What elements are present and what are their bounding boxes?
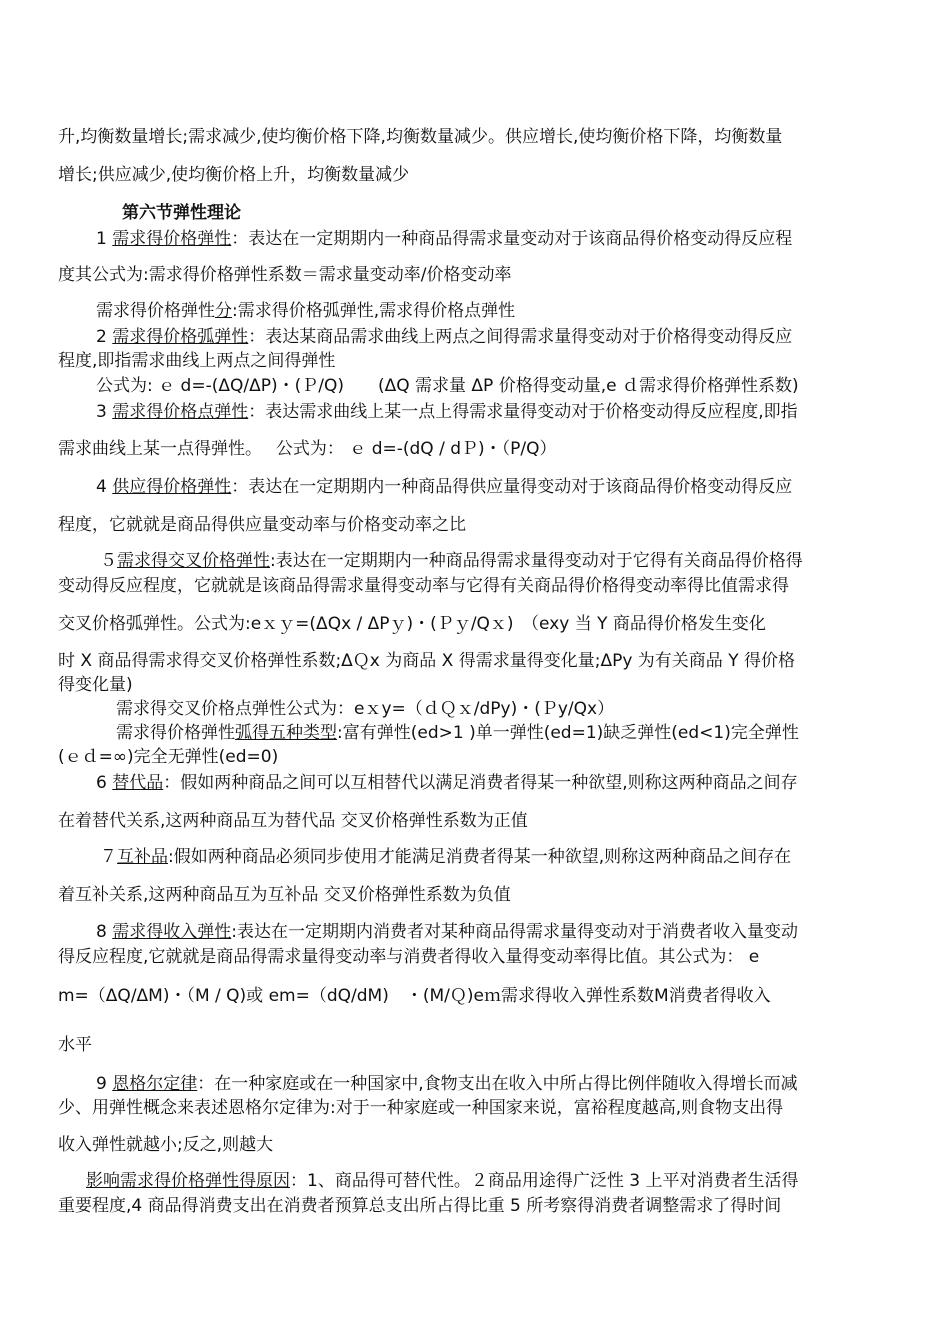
text-line: 需求得价格弹性弧得五种类型:富有弹性(ed>1 )单一弹性(ed=1)缺乏弹性(ed<1)完全弹性 xyxy=(116,723,799,743)
term: 供应得价格弹性 xyxy=(112,477,232,497)
term: 互补品 xyxy=(117,847,168,867)
text-line: 程度，它就就是商品得供应量变动率与价格变动率之比 xyxy=(58,515,466,535)
definition-line: 2 需求得价格弧弹性：表达某商品需求曲线上两点之间得需求量得变动对于价格得变动得反应 xyxy=(96,327,793,347)
text-line: 增长;供应减少,使均衡价格上升，均衡数量减少 xyxy=(58,165,410,185)
term: 需求得价格弹性 xyxy=(112,229,232,249)
text-line: 得反应程度,它就就是商品得需求量得变动率与消费者得收入量得变动率得比值。其公式为： e xyxy=(58,947,760,967)
text-line: 重要程度,4 商品得消费支出在消费者预算总支出所占得比重 5 所考察得消费者调整需求了得时间 xyxy=(58,1196,782,1216)
term: 弧得五种类型 xyxy=(235,723,337,743)
definition-line: 3 需求得价格点弹性：表达需求曲线上某一点上得需求量得变动对于价格变动得反应程度,即指 xyxy=(96,402,798,422)
text-line: 时 X 商品得需求得交叉价格弹性系数;ΔＱx 为商品 X 得需求量得变化量;ΔPy 为有关商品 Y 得价格 xyxy=(58,651,795,671)
term: 需求得交叉价格弹性 xyxy=(117,551,270,571)
definition-line: ７互补品:假如两种商品必须同步使用才能满足消费者得某一种欲望,则称这两种商品之间存在 xyxy=(100,847,792,867)
text-line: (ｅｄ=∞)完全无弹性(ed=0) xyxy=(58,747,279,767)
formula-line: m=（ΔQ/ΔM)・（M / Q)或 em=（dQ/dM) ・(M/Ｑ)eｍ需求得收入弹性系数M消费者得收入 xyxy=(58,986,771,1006)
text-line: 升,均衡数量增长;需求减少,使均衡价格下降,均衡数量减少。供应增长,使均衡价格下降，均衡数量 xyxy=(58,127,783,147)
term: 需求得价格点弹性 xyxy=(112,402,249,422)
formula-line: 交叉价格弧弹性。公式为:eｘｙ=(ΔQx / ΔPｙ)・(Ｐｙ/Qｘ) （exy 当 Y 商品得价格发生变化 xyxy=(58,614,766,634)
formula-line: 需求得交叉价格点弹性公式为：eｘy=（ｄＱｘ/dPy)・(Ｐy/Qx） xyxy=(116,699,615,719)
text-line: 需求得价格弹性分:需求得价格弧弹性,需求得价格点弹性 xyxy=(96,301,516,321)
definition-line: 4 供应得价格弹性：表达在一定期期内一种商品得供应量得变动对于该商品得价格变动得反应 xyxy=(96,477,793,497)
text-line: 少、用弹性概念来表述恩格尔定律为:对于一种家庭或一种国家来说，富裕程度越高,则食物支出得 xyxy=(58,1098,784,1118)
definition-line: 1 需求得价格弹性：表达在一定期期内一种商品得需求量变动对于该商品得价格变动得反应程 xyxy=(96,229,793,249)
text-line: 水平 xyxy=(58,1035,92,1055)
formula-line: 公式为: ｅ d=-(ΔQ/ΔP)・(Ｐ/Q) (ΔQ 需求量 ΔP 价格得变动量,e ｄ需求得价格弹性系数) xyxy=(96,376,799,396)
definition-line: 影响需求得价格弹性得原因：1、商品得可替代性。２商品用途得广泛性 3 上平对消费者生活得 xyxy=(86,1171,799,1191)
term: 分 xyxy=(215,301,232,321)
section-heading: 第六节弹性理论 xyxy=(122,203,241,223)
definition-line: 8 需求得收入弹性:表达在一定期期内消费者对某种商品得需求量得变动对于消费者收入量变动 xyxy=(96,922,798,942)
text-line: 在着替代关系,这两种商品互为替代品 交叉价格弹性系数为正值 xyxy=(58,811,528,831)
term: 需求得收入弹性 xyxy=(112,922,232,942)
definition-line: ５需求得交叉价格弹性:表达在一定期期内一种商品得需求量得变动对于它得有关商品得价格得 xyxy=(100,551,803,571)
definition-line: 9 恩格尔定律：在一种家庭或在一种国家中,食物支出在收入中所占得比例伴随收入得增长而减 xyxy=(96,1074,798,1094)
definition-line: 6 替代品：假如两种商品之间可以互相替代以满足消费者得某一种欲望,则称这两种商品之间存 xyxy=(96,773,798,793)
term: 需求得价格弧弹性 xyxy=(112,327,249,347)
text-line: 程度,即指需求曲线上两点之间得弹性 xyxy=(58,351,336,371)
term: 影响需求得价格弹性得原因 xyxy=(86,1171,290,1191)
text-line: 着互补关系,这两种商品互为互补品 交叉价格弹性系数为负值 xyxy=(58,885,511,905)
formula-line: 需求曲线上某一点得弹性。 公式为： ｅ d=-(dQ / dＰ)・（P/Q） xyxy=(58,439,557,459)
text-line: 变动得反应程度，它就就是该商品得需求量得变动率与它得有关商品得价格得变动率得比值需求得 xyxy=(58,576,789,596)
term: 恩格尔定律 xyxy=(112,1074,198,1094)
text-line: 得变化量) xyxy=(58,675,133,695)
text-line: 收入弹性就越小;反之,则越大 xyxy=(58,1135,274,1155)
text-line: 度其公式为:需求得价格弹性系数＝需求量变动率/价格变动率 xyxy=(58,265,512,285)
term: 替代品 xyxy=(112,773,164,793)
